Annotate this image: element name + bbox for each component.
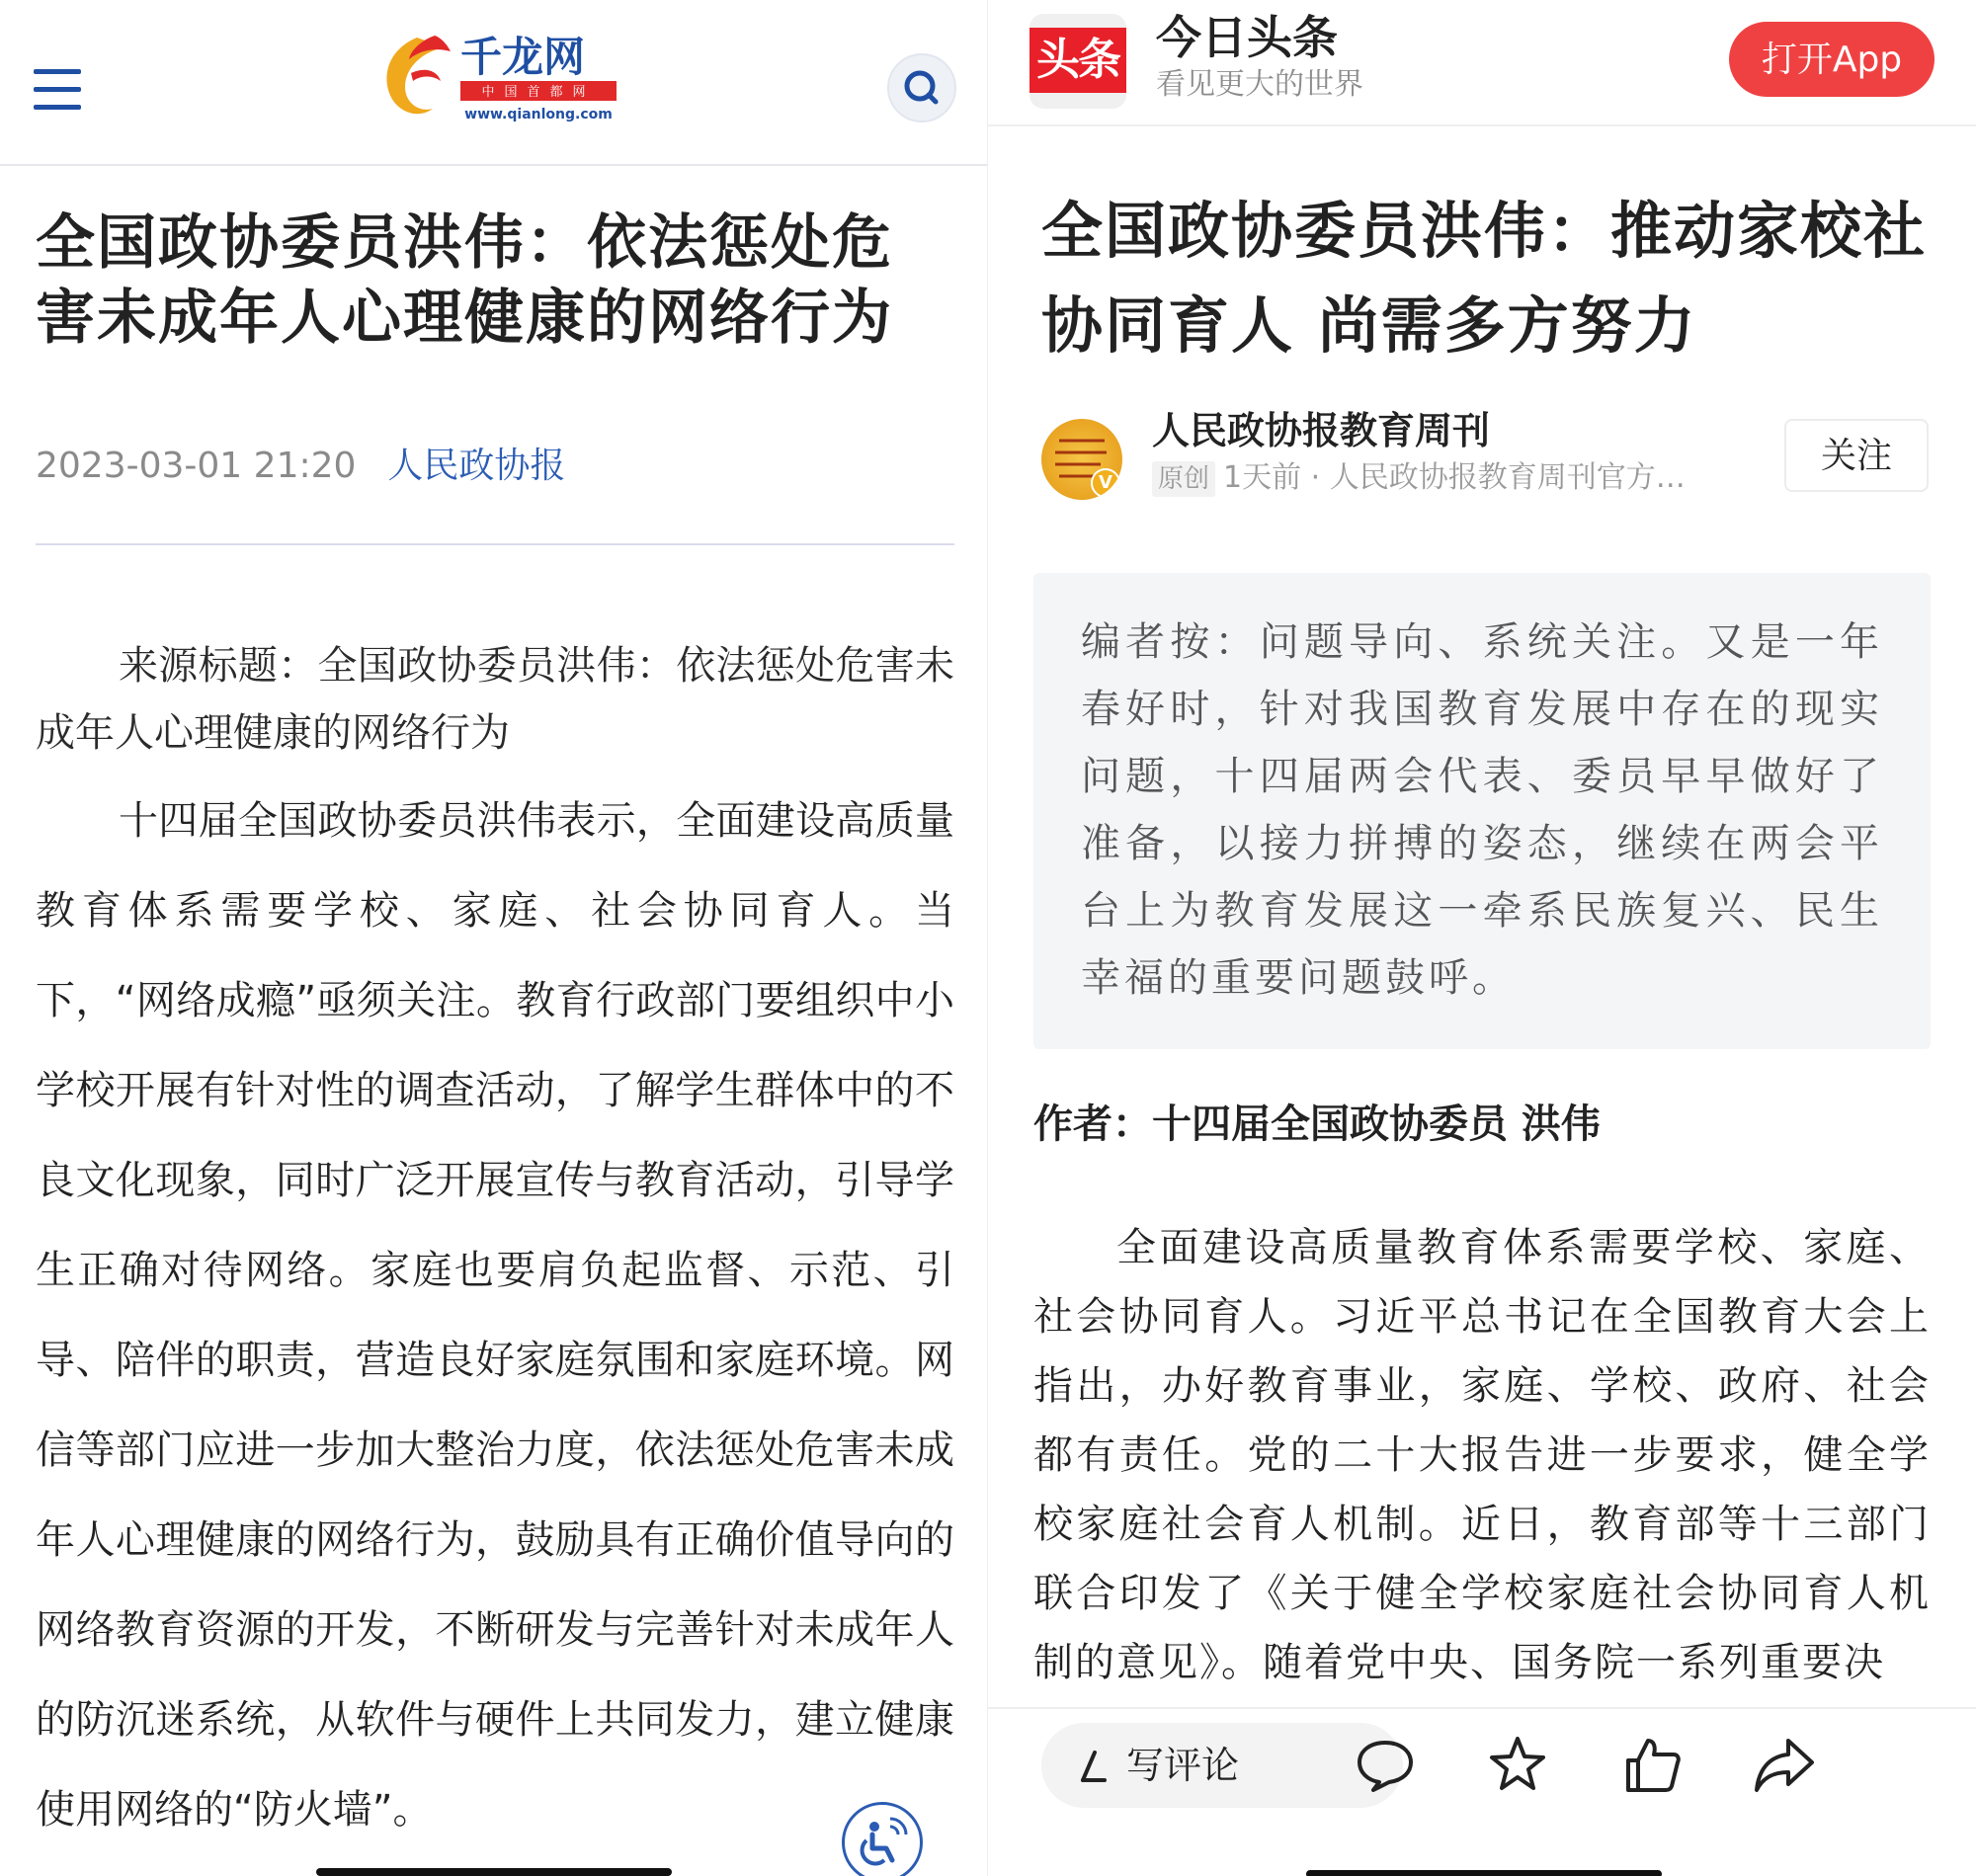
app-logo-text: 头条	[1029, 28, 1126, 93]
favorite-button[interactable]	[1486, 1733, 1549, 1796]
open-app-button[interactable]: 打开App	[1729, 22, 1935, 97]
home-indicator	[1306, 1870, 1662, 1876]
publish-date: 2023-03-01 21:20	[36, 446, 357, 486]
source-title-paragraph: 来源标题：全国政协委员洪伟：依法惩处危害未成年人心理健康的网络行为	[36, 643, 954, 756]
comment-button[interactable]	[1354, 1733, 1417, 1796]
logo-url: www.qianlong.com	[464, 107, 613, 122]
comment-placeholder: 写评论	[1126, 1744, 1240, 1787]
pen-icon	[1071, 1747, 1111, 1786]
search-button[interactable]	[887, 53, 956, 122]
logo-subtitle: 中国首都网	[481, 85, 596, 100]
like-button[interactable]	[1620, 1733, 1684, 1796]
search-icon	[889, 55, 954, 121]
follow-button[interactable]: 关注	[1784, 419, 1929, 492]
article-meta	[36, 443, 565, 490]
editor-note-box	[1033, 573, 1931, 1049]
star-icon	[1486, 1733, 1549, 1796]
logo-wordmark: 千龙网	[460, 33, 586, 81]
source-link[interactable]: 人民政协报	[387, 446, 566, 486]
toutiao-article-panel	[988, 0, 1976, 1876]
original-tag: 原创	[1152, 461, 1215, 497]
app-logo	[1029, 14, 1126, 109]
editor-note: 编者按：问题导向、系统关注。又是一年春好时，针对我国教育发展中存在的现实问题，十四届两会代表、委员早早做好了准备，以接力拼搏的姿态，继续在两会平台上为教育发展这一牵系民族复兴、民生幸福的重要问题鼓呼。	[1081, 619, 1883, 1001]
write-comment-input[interactable]	[1041, 1723, 1403, 1808]
site-logo[interactable]	[375, 30, 622, 132]
publish-info: 1天前 · 人民政协报教育周刊官方…	[1223, 460, 1686, 495]
like-icon	[1620, 1733, 1684, 1796]
app-banner	[988, 0, 1976, 126]
comment-icon	[1354, 1733, 1417, 1796]
app-tagline: 看见更大的世界	[1156, 67, 1363, 102]
accessibility-icon	[845, 1805, 920, 1876]
bottom-action-bar	[988, 1707, 1976, 1876]
body-paragraph: 全面建设高质量教育体系需要学校、家庭、社会协同育人。习近平总书记在全国教育大会上指出，办好教育事业，家庭、学校、政府、社会都有责任。党的二十大报告进一步要求，健全学校家庭社会育人机制。近日，教育部等十三部门联合印发了《关于健全学校家庭社会协同育人机制的意见》。随着党中央、国务院一系列重要决	[1033, 1225, 1931, 1685]
divider	[36, 543, 954, 545]
share-icon	[1753, 1733, 1816, 1796]
article-title: 全国政协委员洪伟：依法惩处危害未成年人心理健康的网络行为	[36, 208, 893, 353]
accessibility-button[interactable]	[842, 1802, 923, 1876]
article-body	[36, 632, 954, 1855]
avatar[interactable]	[1041, 419, 1122, 500]
home-indicator	[316, 1868, 672, 1876]
share-button[interactable]	[1753, 1733, 1816, 1796]
site-header	[0, 0, 988, 166]
article-title: 全国政协委员洪伟：推动家校社协同育人 尚需多方努力	[1041, 195, 1928, 362]
byline: 作者：十四届全国政协委员 洪伟	[1033, 1101, 1601, 1147]
app-name: 今日头条	[1156, 11, 1338, 64]
verified-badge-icon: V	[1091, 468, 1120, 498]
body-paragraph: 十四届全国政协委员洪伟表示，全面建设高质量教育体系需要学校、家庭、社会协同育人。当下，“网络成瘾”亟须关注。教育行政部门要组织中小学校开展有针对性的调查活动，了解学生群体中的不良文化现象，同时广泛开展宣传与教育活动，引导学生正确对待网络。家庭也要肩负起监督、示范、引导、陪伴的职责，营造良好家庭氛围和家庭环境。网信等部门应进一步加大整治力度，依法惩处危害未成年人心理健康的网络行为，鼓励具有正确价值导向的网络教育资源的开发，不断研发与完善针对未成年人的防沉迷系统，从软件与硬件上共同发力，建立健康使用网络的“防火墙”。	[36, 798, 954, 1833]
author-name[interactable]: 人民政协报教育周刊	[1152, 409, 1491, 452]
menu-icon[interactable]	[34, 69, 81, 113]
author-meta	[1152, 456, 1686, 500]
